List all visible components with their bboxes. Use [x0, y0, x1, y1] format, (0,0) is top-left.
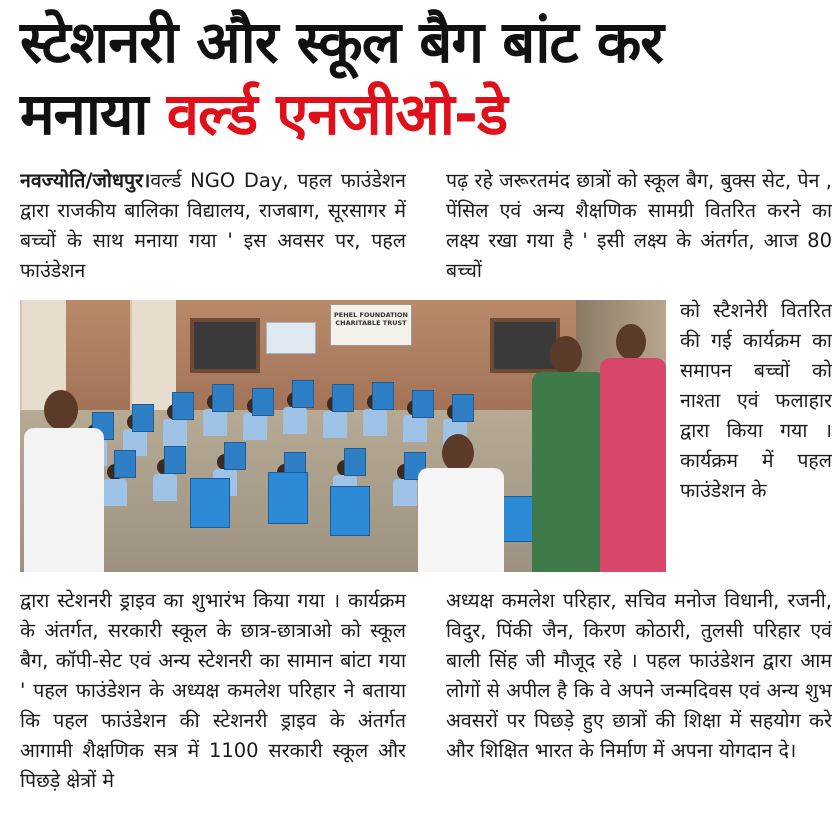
article-column-right-bottom — [446, 586, 832, 839]
news-photo — [20, 300, 666, 572]
photo-folder — [268, 472, 308, 524]
article-right-wrap-text: को स्टैशनेरी वितरित की गई कार्यक्रम का समापन बच्चों को नाश्ता एवं फलाहार द्वारा किया गया । कार्यक्रम में पहल फाउंडेशन के — [680, 299, 832, 502]
photo-folder — [332, 384, 354, 412]
article-right-bottom-text: अध्यक्ष कमलेश परिहार, सचिव मनोज विधानी, रजनी, विदुर, पिंकी जैन, किरण कोठारी, तुलसी परिहार एवं बाली सिंह जी मौजूद रहे । पहल फाउंडेशन द्वारा आम लोगों से अपील है कि वे अपने जन्मदिवस एवं अन्य शुभ अवसरों पर पिछड़े हुए छात्रों की शिक्षा में सहयोग करे और शिक्षित भारत के निर्माण में अपना योगदान दे। — [446, 589, 832, 762]
headline-line-2-black: मनाया — [20, 80, 148, 148]
photo-woman-pink — [598, 324, 666, 572]
photo-man-seated — [410, 434, 510, 572]
article-column-left-top — [20, 166, 406, 294]
photo-folder — [330, 486, 370, 536]
headline — [20, 6, 820, 150]
byline: नवज्योति/जोधपुर। — [20, 169, 151, 192]
article-column-left-bottom — [20, 586, 406, 839]
photo-folder — [252, 388, 274, 416]
photo-folder — [164, 446, 186, 474]
photo-folder — [372, 382, 394, 410]
headline-line-2 — [20, 78, 820, 150]
photo-folder — [114, 450, 136, 478]
article-left-top-text: वर्ल्ड NGO Day, पहल फाउंडेशन द्वारा राजकीय बालिका विद्यालय, राजबाग, सूरसागर में बच्चों के साथ मनाया गया ' इस अवसर पर, पहल फाउंडेशन — [20, 169, 406, 282]
headline-line-1: स्टेशनरी और स्कूल बैग बांट कर — [20, 8, 664, 76]
photo-folder — [224, 442, 246, 470]
article-right-top-text: पढ़ रहे जरूरतमंद छात्रों को स्कूल बैग, बुक्स सेट, पेन , पेंसिल एवं अन्य शैक्षणिक सामग्री वितरित करने का लक्ष्य रखा गया है ' इसी लक्ष्य के अंतर्गत, आज 80 बच्चों — [446, 169, 832, 282]
photo-banner-subtitle: CHARITABLE TRUST — [335, 319, 407, 327]
photo-folder — [132, 404, 154, 432]
article-column-right-wrap — [680, 296, 832, 566]
photo-banner — [330, 304, 412, 346]
photo-folder — [172, 392, 194, 420]
photo-folder — [412, 390, 434, 418]
photo-folder — [292, 380, 314, 408]
article-column-right-top — [446, 166, 832, 294]
photo-folder — [190, 478, 230, 528]
photo-man-left — [20, 390, 110, 572]
photo-folder — [344, 448, 366, 476]
photo-woman-green — [528, 336, 608, 572]
headline-line-2-red: वर्ल्ड एनजीओ-डे — [166, 80, 507, 148]
photo-banner-title: PEHEL FOUNDATION — [334, 311, 408, 319]
photo-folder — [212, 384, 234, 412]
photo-poster — [266, 322, 316, 354]
photo-folder — [452, 394, 474, 422]
article-left-bottom-text: द्वारा स्टेशनरी ड्राइव का शुभारंभ किया गया । कार्यक्रम के अंतर्गत, सरकारी स्कूल के छात्र-छात्राओ को स्कूल बैग, कॉपी-सेट एवं अन्य स्टेशनरी का सामान बांटा गया ' पहल फाउंडेशन के अध्यक्ष कमलेश परिहार ने बताया कि पहल फाउंडेशन की स्टेशनरी ड्राइव के अंतर्गत आगामी शैक्षणिक सत्र में 1100 सरकारी स्कूल और पिछड़े क्षेत्रों मे — [20, 589, 406, 792]
